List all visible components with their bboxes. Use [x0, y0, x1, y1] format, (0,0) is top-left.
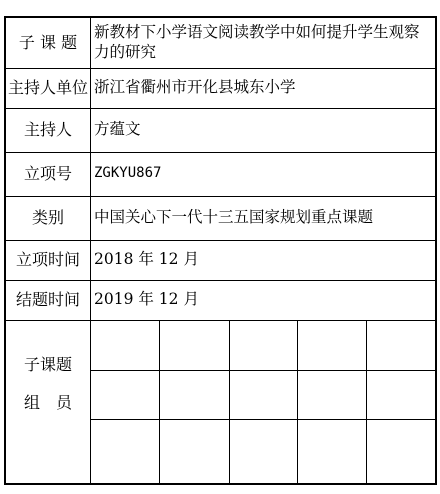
host-unit-label: 主持人单位 [7, 78, 88, 97]
row-divider [6, 196, 435, 197]
completion-date-label: 结题时间 [15, 290, 80, 309]
member-cell [298, 321, 366, 370]
completion-date-value: 2019 年 12 月 [94, 290, 199, 308]
members-label-line2: 组 员 [23, 393, 72, 412]
row-divider [6, 240, 435, 241]
host-unit-value: 浙江省衢州市开化县城东小学 [94, 78, 296, 96]
member-cell [230, 321, 297, 370]
subtopic-value: 新教材下小学语文阅读教学中如何提升学生观察力的研究 [94, 23, 420, 61]
category-label: 类别 [31, 208, 64, 227]
member-cell [160, 321, 229, 370]
project-number-label: 立项号 [23, 164, 72, 183]
row-divider [6, 68, 435, 69]
project-info-table [4, 16, 437, 485]
subtopic-label: 子 课 题 [18, 33, 78, 52]
approval-date-value: 2018 年 12 月 [94, 250, 199, 268]
row-divider [6, 280, 435, 281]
column-divider [90, 18, 91, 483]
row-divider [6, 108, 435, 109]
member-cell [91, 321, 159, 370]
member-grid-line [90, 370, 435, 371]
member-cell [367, 321, 435, 370]
approval-date-label: 立项时间 [15, 250, 80, 269]
host-value: 方蕴文 [94, 120, 141, 138]
project-number-value: ZGKYU867 [94, 165, 162, 181]
member-grid-line [90, 419, 435, 420]
members-label-line1: 子课题 [23, 355, 72, 374]
host-label: 主持人 [23, 120, 72, 139]
category-value: 中国关心下一代十三五国家规划重点课题 [94, 208, 374, 226]
row-divider [6, 152, 435, 153]
